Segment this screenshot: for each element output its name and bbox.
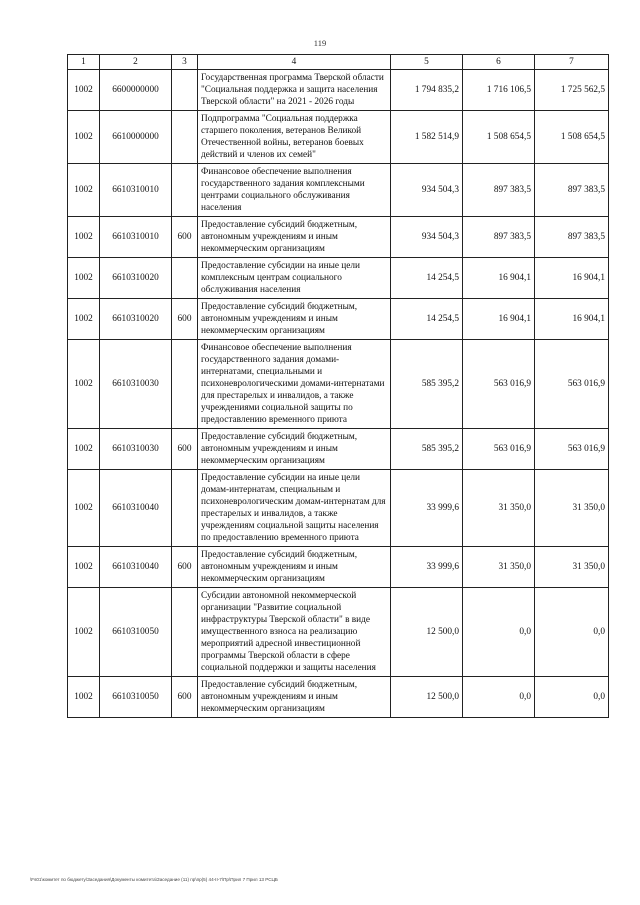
amount-cell-col6: 897 383,5	[463, 217, 535, 258]
amount-cell-col7: 1 725 562,5	[535, 70, 609, 111]
item-name-cell: Предоставление субсидий бюджетным, автономным учреждениям и иным некоммерческим организациям	[198, 547, 391, 588]
amount-cell-col7: 1 508 654,5	[535, 111, 609, 164]
section-code-cell: 1002	[68, 677, 100, 718]
table-row	[68, 470, 609, 547]
expense-type-cell	[172, 111, 198, 164]
expense-type-cell	[172, 588, 198, 677]
column-header: 5	[391, 55, 463, 70]
item-name-cell: Предоставление субсидий бюджетным, автономным учреждениям и иным некоммерческим организациям	[198, 217, 391, 258]
section-code-cell: 1002	[68, 258, 100, 299]
amount-cell-col5: 12 500,0	[391, 588, 463, 677]
amount-cell-col6: 1 508 654,5	[463, 111, 535, 164]
amount-cell-col6: 31 350,0	[463, 470, 535, 547]
amount-cell-col7: 16 904,1	[535, 258, 609, 299]
amount-cell-col5: 33 999,6	[391, 470, 463, 547]
amount-cell-col6: 16 904,1	[463, 299, 535, 340]
expense-type-cell	[172, 258, 198, 299]
expense-type-cell: 600	[172, 429, 198, 470]
column-header: 1	[68, 55, 100, 70]
column-number-row	[68, 55, 609, 70]
amount-cell-col7: 0,0	[535, 677, 609, 718]
file-path-footer: \Fs01\комитет по бюджету\Заседания\Документы комитета\Заседание (11) пр\пр(5) 44-II-7\Пр\Прил 7 Прил 13 РСЦБ	[30, 877, 278, 882]
amount-cell-col5: 33 999,6	[391, 547, 463, 588]
target-article-cell: 6610310040	[100, 470, 172, 547]
amount-cell-col6: 897 383,5	[463, 164, 535, 217]
amount-cell-col7: 563 016,9	[535, 340, 609, 429]
amount-cell-col6: 1 716 106,5	[463, 70, 535, 111]
amount-cell-col5: 12 500,0	[391, 677, 463, 718]
amount-cell-col6: 0,0	[463, 677, 535, 718]
section-code-cell: 1002	[68, 588, 100, 677]
expense-type-cell: 600	[172, 217, 198, 258]
amount-cell-col7: 31 350,0	[535, 470, 609, 547]
amount-cell-col7: 897 383,5	[535, 217, 609, 258]
amount-cell-col6: 16 904,1	[463, 258, 535, 299]
amount-cell-col7: 0,0	[535, 588, 609, 677]
column-header: 3	[172, 55, 198, 70]
target-article-cell: 6610310030	[100, 340, 172, 429]
column-header: 6	[463, 55, 535, 70]
section-code-cell: 1002	[68, 547, 100, 588]
section-code-cell: 1002	[68, 70, 100, 111]
target-article-cell: 6610310050	[100, 677, 172, 718]
amount-cell-col5: 14 254,5	[391, 299, 463, 340]
section-code-cell: 1002	[68, 470, 100, 547]
page-number: 119	[313, 38, 327, 48]
item-name-cell: Государственная программа Тверской области "Социальная поддержка и защита населения Тверской области" на 2021 - 2026 годы	[198, 70, 391, 111]
amount-cell-col5: 585 395,2	[391, 340, 463, 429]
item-name-cell: Предоставление субсидий бюджетным, автономным учреждениям и иным некоммерческим организациям	[198, 677, 391, 718]
table-row	[68, 340, 609, 429]
item-name-cell: Финансовое обеспечение выполнения государственного задания домами-интернатами, специальными и психоневрологическими домами-интернатами для престарелых и инвалидов, а также учреждениями социальной защиты по предоставлению временного приюта	[198, 340, 391, 429]
amount-cell-col7: 16 904,1	[535, 299, 609, 340]
section-code-cell: 1002	[68, 111, 100, 164]
target-article-cell: 6610310020	[100, 258, 172, 299]
section-code-cell: 1002	[68, 217, 100, 258]
column-header: 2	[100, 55, 172, 70]
expense-type-cell	[172, 340, 198, 429]
item-name-cell: Подпрограмма "Социальная поддержка старшего поколения, ветеранов Великой Отечественной войны, ветеранов боевых действий и членов их семей"	[198, 111, 391, 164]
amount-cell-col5: 934 504,3	[391, 217, 463, 258]
item-name-cell: Предоставление субсидий бюджетным, автономным учреждениям и иным некоммерческим организациям	[198, 299, 391, 340]
target-article-cell: 6610310030	[100, 429, 172, 470]
item-name-cell: Субсидии автономной некоммерческой организации "Развитие социальной инфраструктуры Тверской области" в виде имущественного взноса на реализацию мероприятий адресной инвестиционной программы Тверской области в сфере социальной поддержки и защиты населения	[198, 588, 391, 677]
item-name-cell: Предоставление субсидии на иные цели комплексным центрам социального обслуживания населения	[198, 258, 391, 299]
expense-type-cell: 600	[172, 547, 198, 588]
table-row	[68, 588, 609, 677]
column-header: 4	[198, 55, 391, 70]
amount-cell-col5: 585 395,2	[391, 429, 463, 470]
amount-cell-col6: 563 016,9	[463, 429, 535, 470]
amount-cell-col6: 563 016,9	[463, 340, 535, 429]
amount-cell-col7: 563 016,9	[535, 429, 609, 470]
amount-cell-col7: 897 383,5	[535, 164, 609, 217]
target-article-cell: 6610310020	[100, 299, 172, 340]
expense-type-cell	[172, 164, 198, 217]
table-row	[68, 111, 609, 164]
section-code-cell: 1002	[68, 299, 100, 340]
table-row	[68, 70, 609, 111]
amount-cell-col5: 1 794 835,2	[391, 70, 463, 111]
table-row	[68, 677, 609, 718]
section-code-cell: 1002	[68, 429, 100, 470]
expense-type-cell	[172, 70, 198, 111]
table-row	[68, 164, 609, 217]
amount-cell-col7: 31 350,0	[535, 547, 609, 588]
section-code-cell: 1002	[68, 340, 100, 429]
target-article-cell: 6610000000	[100, 111, 172, 164]
column-header: 7	[535, 55, 609, 70]
target-article-cell: 6610310010	[100, 164, 172, 217]
table-row	[68, 299, 609, 340]
item-name-cell: Финансовое обеспечение выполнения государственного задания комплексными центрами социального обслуживания населения	[198, 164, 391, 217]
amount-cell-col5: 934 504,3	[391, 164, 463, 217]
section-code-cell: 1002	[68, 164, 100, 217]
table-row	[68, 429, 609, 470]
amount-cell-col6: 0,0	[463, 588, 535, 677]
expense-type-cell	[172, 470, 198, 547]
target-article-cell: 6610310010	[100, 217, 172, 258]
table-row	[68, 547, 609, 588]
amount-cell-col5: 1 582 514,9	[391, 111, 463, 164]
budget-table-body	[68, 70, 609, 718]
target-article-cell: 6600000000	[100, 70, 172, 111]
item-name-cell: Предоставление субсидии на иные цели домам-интернатам, специальным и психоневрологическим домам-интернатам для престарелых и инвалидов, а также учреждениям социальной защиты населения по предоставлению временного приюта	[198, 470, 391, 547]
expense-type-cell: 600	[172, 299, 198, 340]
expense-type-cell: 600	[172, 677, 198, 718]
amount-cell-col6: 31 350,0	[463, 547, 535, 588]
table-row	[68, 217, 609, 258]
budget-table	[67, 54, 609, 718]
amount-cell-col5: 14 254,5	[391, 258, 463, 299]
target-article-cell: 6610310050	[100, 588, 172, 677]
item-name-cell: Предоставление субсидий бюджетным, автономным учреждениям и иным некоммерческим организациям	[198, 429, 391, 470]
target-article-cell: 6610310040	[100, 547, 172, 588]
table-row	[68, 258, 609, 299]
